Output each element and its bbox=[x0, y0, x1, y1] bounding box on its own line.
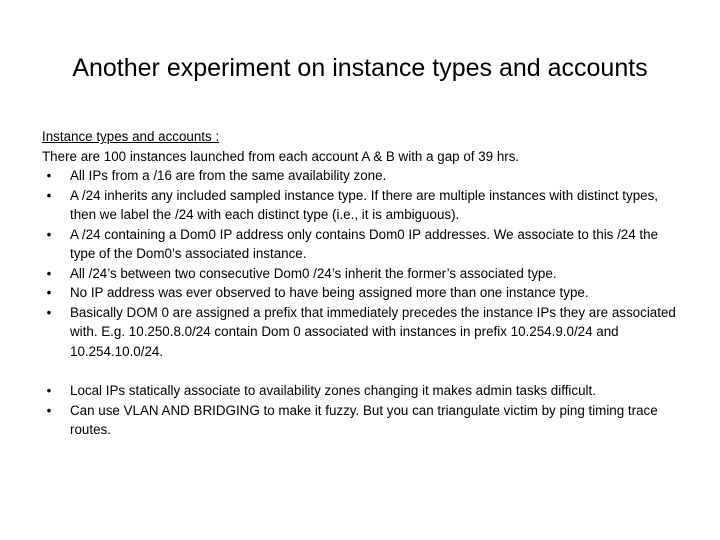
list-item bbox=[42, 264, 678, 284]
list-item-text: Basically DOM 0 are assigned a prefix that immediately precedes the instance IPs they are associated with. E.g. 10.250.8.0/24 contain Dom 0 associated with instances in prefix 10.254.9.0/24 and 10.254.10.0/24. bbox=[70, 304, 676, 359]
bullet-icon: • bbox=[46, 285, 52, 300]
bullet-icon: • bbox=[46, 226, 52, 242]
list-item bbox=[42, 186, 678, 225]
list-item-text: Can use VLAN AND BRIDGING to make it fuzzy. But you can triangulate victim by ping timing trace routes. bbox=[70, 402, 658, 437]
list-item-text: All /24’s between two consecutive Dom0 /24’s inherit the former’s associated type. bbox=[70, 265, 557, 281]
list-item bbox=[42, 283, 678, 303]
bullet-icon: • bbox=[46, 168, 52, 183]
list-item bbox=[42, 381, 678, 401]
list-item-text: A /24 containing a Dom0 IP address only contains Dom0 IP addresses. We associate to this /24 the type of the Dom0’s associated instance. bbox=[70, 226, 659, 261]
list-item-text: No IP address was ever observed to have being assigned more than one instance type. bbox=[70, 285, 589, 300]
list-item bbox=[42, 303, 678, 362]
list-item-text: All IPs from a /16 are from the same availability zone. bbox=[70, 168, 387, 183]
bullet-icon: • bbox=[46, 383, 52, 398]
spacer bbox=[42, 361, 678, 381]
list-item-text: Local IPs statically associate to availability zones changing it makes admin tasks difficult. bbox=[70, 383, 596, 398]
bullet-list bbox=[42, 166, 678, 361]
bullet-icon: • bbox=[46, 265, 52, 281]
slide-body bbox=[42, 127, 678, 440]
list-item-text: A /24 inherits any included sampled instance type. If there are multiple instances with distinct types, then we label the /24 with each distinct type (i.e., it is ambiguous). bbox=[70, 187, 659, 222]
slide-title: Another experiment on instance types and accounts bbox=[72, 54, 648, 82]
list-item bbox=[42, 401, 678, 440]
list-item bbox=[42, 166, 678, 186]
section-heading: Instance types and accounts : bbox=[42, 129, 220, 144]
bullet-list-secondary bbox=[42, 381, 678, 440]
intro-text: There are 100 instances launched from each account A & B with a gap of 39 hrs. bbox=[42, 148, 520, 164]
bullet-icon: • bbox=[46, 402, 52, 418]
list-item bbox=[42, 225, 678, 264]
bullet-icon: • bbox=[46, 187, 52, 203]
bullet-icon: • bbox=[46, 304, 52, 320]
